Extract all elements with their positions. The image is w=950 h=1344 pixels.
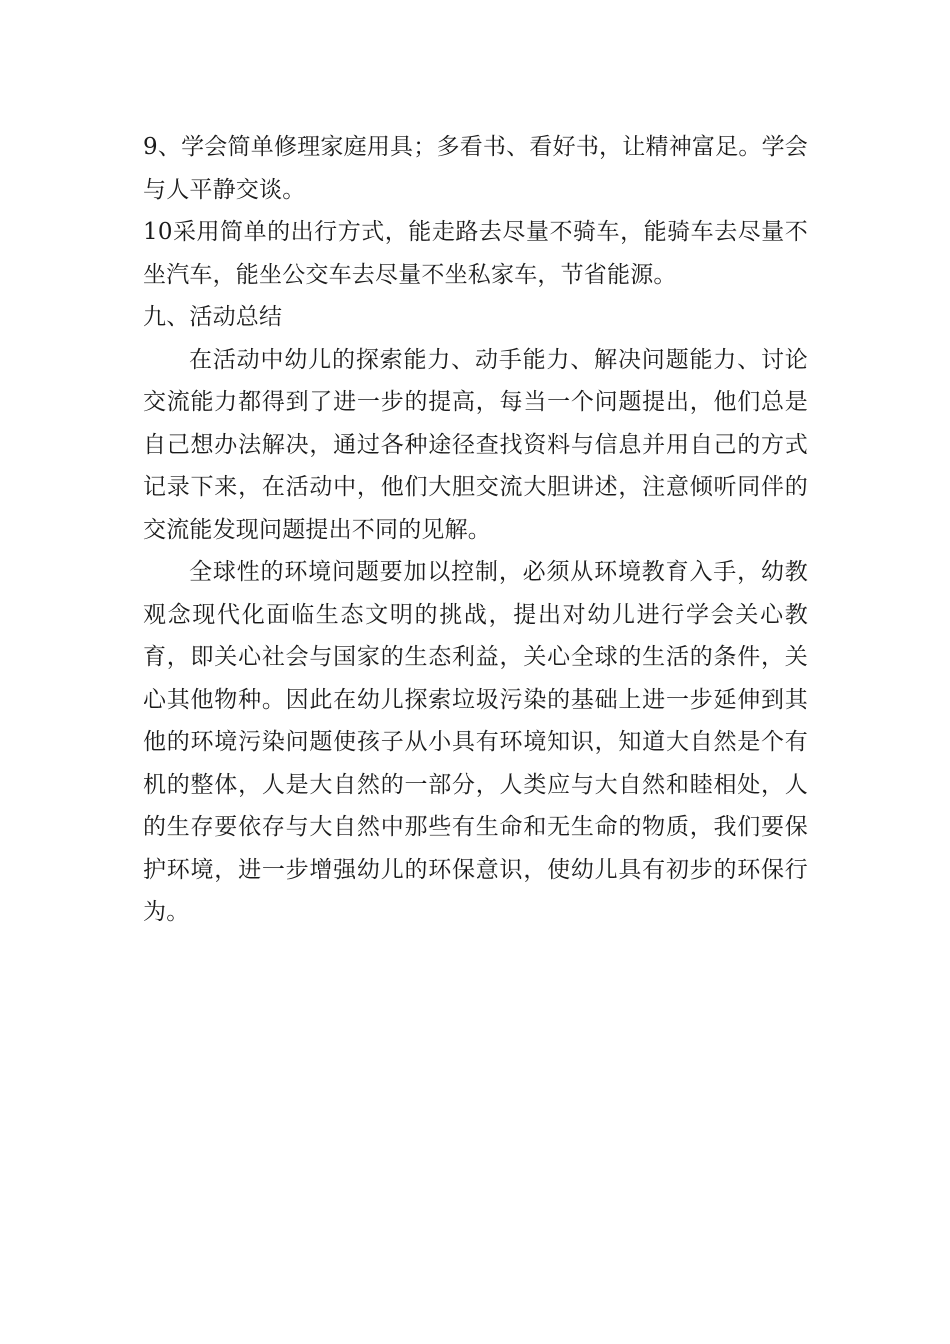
paragraph-environment: 全球性的环境问题要加以控制，必须从环境教育入手，幼教观念现代化面临生态文明的挑战，提出对幼儿进行学会关心教育，即关心社会与国家的生态利益，关心全球的生活的条件，关心其他物种。因此在幼儿探索垃圾污染的基础上进一步延伸到其他的环境污染问题使孩子从小具有环境知识，知道大自然是个有机的整体，人是大自然的一部分，人类应与大自然和睦相处，人的生存要依存与大自然中那些有生命和无生命的物质，我们要保护环境，进一步增强幼儿的环保意识，使幼儿具有初步的环保行为。 xyxy=(143,559,808,925)
list-item-9: 9、学会简单修理家庭用具；多看书、看好书，让精神富足。学会与人平静交谈。 xyxy=(143,134,808,203)
list-item-10: 10采用简单的出行方式，能走路去尽量不骑车，能骑车去尽量不坐汽车，能坐公交车去尽量不坐私家车，节省能源。 xyxy=(143,219,808,288)
document-body xyxy=(143,126,808,934)
section-heading: 九、活动总结 xyxy=(143,304,283,330)
paragraph-summary: 在活动中幼儿的探索能力、动手能力、解决问题能力、讨论交流能力都得到了进一步的提高，每当一个问题提出，他们总是自己想办法解决，通过各种途径查找资料与信息并用自己的方式记录下来，在活动中，他们大胆交流大胆讲述，注意倾听同伴的交流能发现问题提出不同的见解。 xyxy=(143,346,808,543)
